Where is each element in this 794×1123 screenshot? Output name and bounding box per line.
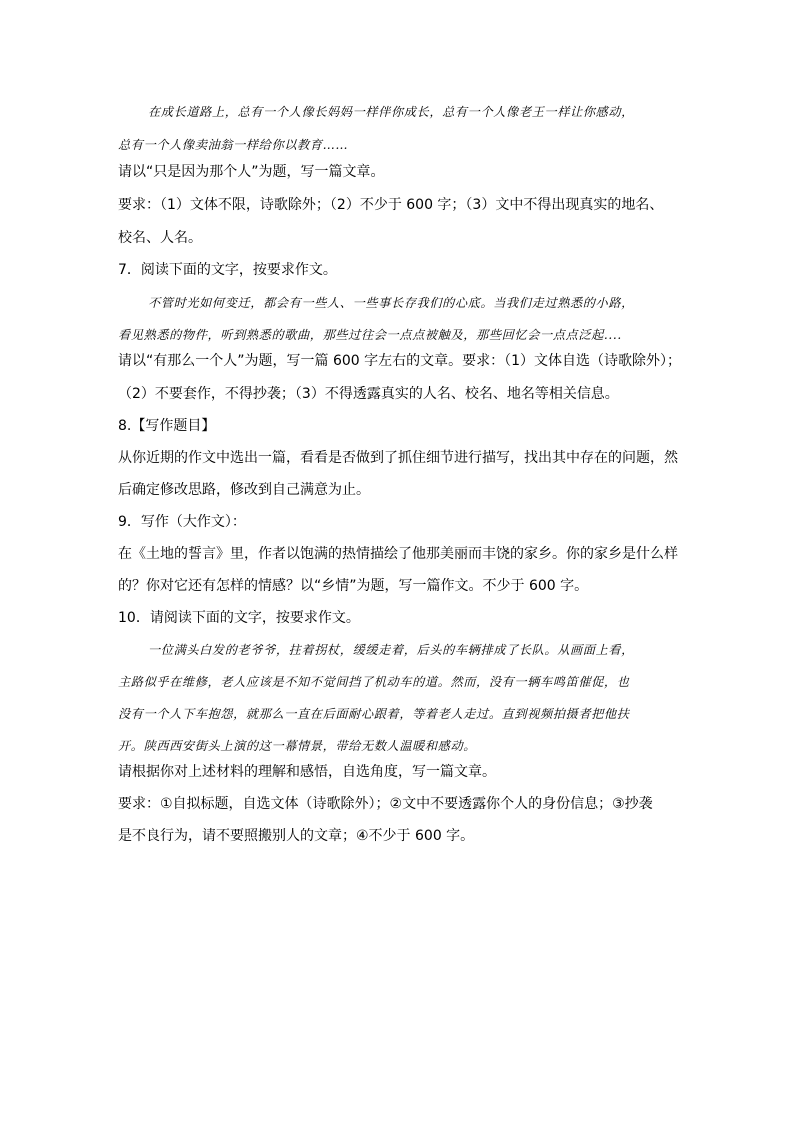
quote-line-5: 一位满头白发的老爷爷，拄着拐杖，缓缓走着，后头的车辆排成了长队。从画面上看，	[148, 643, 634, 657]
requirement-line-3: （2）不要套作，不得抄袭；（3）不得透露真实的人名、校名、地名等相关信息。	[118, 386, 619, 402]
quote-line-8: 开。陕西西安街头上演的这一幕情景，带给无数人温暖和感动。	[118, 739, 477, 753]
requirement-line-5: 是不良行为，请不要照搬别人的文章；④不少于 600 字。	[118, 828, 475, 844]
question-7-heading: 7．阅读下面的文字，按要求作文。	[118, 262, 337, 278]
question-9-heading: 9．写作（大作文）：	[118, 514, 246, 530]
question-9-text-2: 的？你对它还有怎样的情感？以“乡情”为题，写一篇作文。不少于 600 字。	[118, 578, 589, 594]
quote-line-3: 不管时光如何变迁，都会有一些人、一些事长存我们的心底。当我们走过熟悉的小路，	[148, 296, 634, 310]
requirement-line-2: 校名、人名。	[118, 230, 202, 246]
quote-line-4: 看见熟悉的物件，听到熟悉的歌曲，那些过往会一点点被触及，那些回忆会一点点泛起....	[118, 328, 622, 342]
question-9-text-1: 在《土地的誓言》里，作者以饱满的热情描绘了他那美丽而丰饶的家乡。你的家乡是什么样	[118, 546, 678, 562]
prompt-line-3: 请根据你对上述材料的理解和感悟，自选角度，写一篇文章。	[118, 764, 496, 780]
requirement-line-4: 要求：①自拟标题，自选文体（诗歌除外）；②文中不要透露你个人的身份信息；③抄袭	[118, 796, 653, 812]
requirement-line-1: 要求：（1）文体不限，诗歌除外；（2）不少于 600 字；（3）文中不得出现真实的地名、	[118, 197, 664, 213]
question-8-text-1: 从你近期的作文中选出一篇，看看是否做到了抓住细节进行描写，找出其中存在的问题，然	[118, 450, 678, 466]
quote-line-6: 主路似乎在维修，老人应该是不知不觉间挡了机动车的道。然而，没有一辆车鸣笛催促，也	[118, 675, 630, 689]
quote-line-7: 没有一个人下车抱怨，就那么一直在后面耐心跟着，等着老人走过。直到视频拍摄者把他扶	[118, 707, 630, 721]
quote-line-1: 在成长道路上，总有一个人像长妈妈一样伴你成长，总有一个人像老王一样让你感动，	[148, 105, 634, 119]
prompt-line: 请以“只是因为那个人”为题，写一篇文章。	[118, 164, 385, 180]
question-10-heading: 10．请阅读下面的文字，按要求作文。	[118, 610, 360, 626]
prompt-line-2: 请以“有那么一个人”为题，写一篇 600 字左右的文章。要求：（1）文体自选（诗歌除外）；	[118, 353, 682, 369]
quote-line-2: 总有一个人像卖油翁一样给你以教育……	[118, 138, 349, 152]
question-8-text-2: 后确定修改思路，修改到自己满意为止。	[118, 482, 370, 498]
question-8-heading: 8.【写作题目】	[118, 418, 216, 434]
